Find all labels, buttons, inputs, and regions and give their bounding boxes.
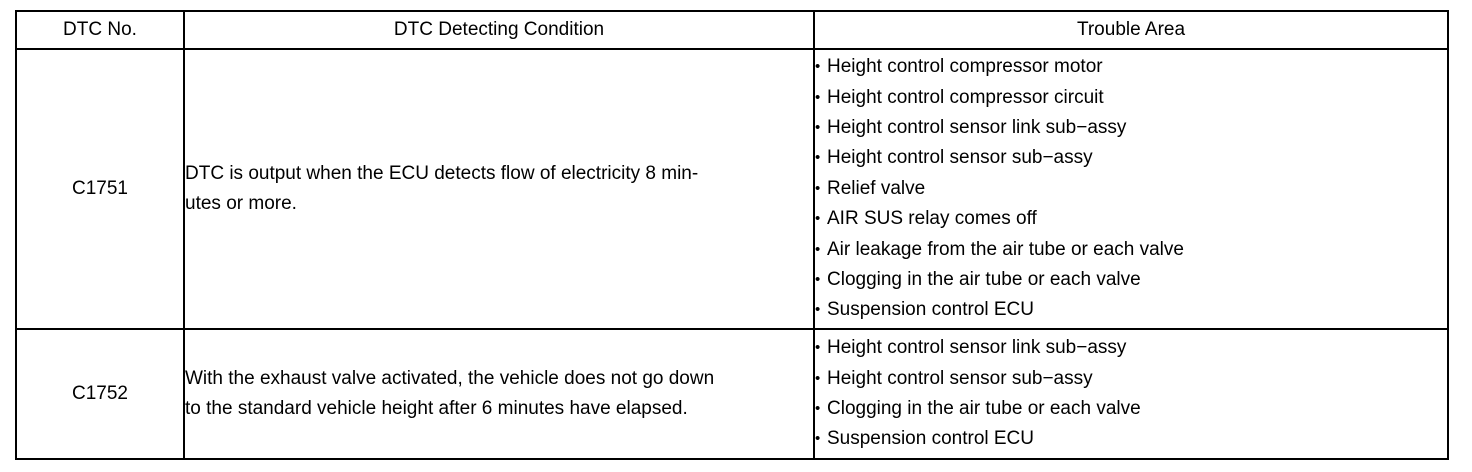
bullet-icon: • xyxy=(815,179,821,197)
list-item xyxy=(815,333,1447,363)
bullet-icon: • xyxy=(815,210,821,228)
bullet-icon: • xyxy=(815,339,821,357)
list-item-text: Clogging in the air tube or each valve xyxy=(827,398,1141,419)
list-item-text: AIR SUS relay comes off xyxy=(827,208,1037,230)
bullet-icon: • xyxy=(815,88,821,106)
detecting-condition xyxy=(184,49,814,329)
list-item-text: Clogging in the air tube or each valve xyxy=(827,269,1141,291)
trouble-area xyxy=(814,329,1448,459)
condition-line: With the exhaust valve activated, the vehicle does not go down xyxy=(185,368,715,389)
list-item-text: Height control compressor motor xyxy=(827,56,1103,78)
header-dtc-no: DTC No. xyxy=(16,11,184,49)
list-item xyxy=(815,174,1447,204)
list-item xyxy=(815,295,1447,325)
table-row xyxy=(16,49,1448,329)
list-item-text: Air leakage from the air tube or each valve xyxy=(827,238,1184,260)
trouble-area-list xyxy=(815,333,1447,455)
list-item-text: Suspension control ECU xyxy=(827,428,1034,450)
list-item-text: Relief valve xyxy=(827,177,926,199)
table-row xyxy=(16,329,1448,459)
detecting-condition xyxy=(184,329,814,459)
bullet-icon: • xyxy=(815,400,821,417)
list-item-text: Height control compressor circuit xyxy=(827,86,1104,108)
list-item xyxy=(815,83,1447,113)
trouble-area xyxy=(814,49,1448,329)
list-item-text: Height control sensor sub−assy xyxy=(827,367,1093,389)
bullet-icon: • xyxy=(815,149,821,167)
list-item xyxy=(815,113,1447,143)
condition-line: DTC is output when the ECU detects flow of electricity 8 min- xyxy=(185,163,699,184)
bullet-icon: • xyxy=(815,240,821,258)
header-trouble-area: Trouble Area xyxy=(814,11,1448,49)
list-item-text: Suspension control ECU xyxy=(827,299,1034,321)
header-row xyxy=(16,11,1448,49)
condition-line: utes or more. xyxy=(185,193,297,214)
dtc-code: C1752 xyxy=(16,329,184,459)
list-item xyxy=(815,235,1447,265)
list-item-text: Height control sensor link sub−assy xyxy=(827,337,1127,359)
bullet-icon: • xyxy=(815,118,821,136)
list-item xyxy=(815,143,1447,173)
header-detecting-condition: DTC Detecting Condition xyxy=(184,11,814,49)
condition-line: to the standard vehicle height after 6 minutes have elapsed. xyxy=(185,398,688,419)
list-item xyxy=(815,394,1447,424)
bullet-icon: • xyxy=(815,58,821,76)
trouble-area-list xyxy=(815,52,1447,326)
list-item xyxy=(815,52,1447,82)
list-item-text: Height control sensor link sub−assy xyxy=(827,116,1127,138)
list-item-text: Height control sensor sub−assy xyxy=(827,147,1093,169)
bullet-icon: • xyxy=(815,271,821,289)
dtc-table xyxy=(15,10,1449,460)
bullet-icon: • xyxy=(815,369,821,387)
list-item xyxy=(815,424,1447,454)
list-item xyxy=(815,265,1447,295)
bullet-icon: • xyxy=(815,301,821,319)
list-item xyxy=(815,204,1447,234)
list-item xyxy=(815,364,1447,394)
bullet-icon: • xyxy=(815,430,821,448)
dtc-code: C1751 xyxy=(16,49,184,329)
